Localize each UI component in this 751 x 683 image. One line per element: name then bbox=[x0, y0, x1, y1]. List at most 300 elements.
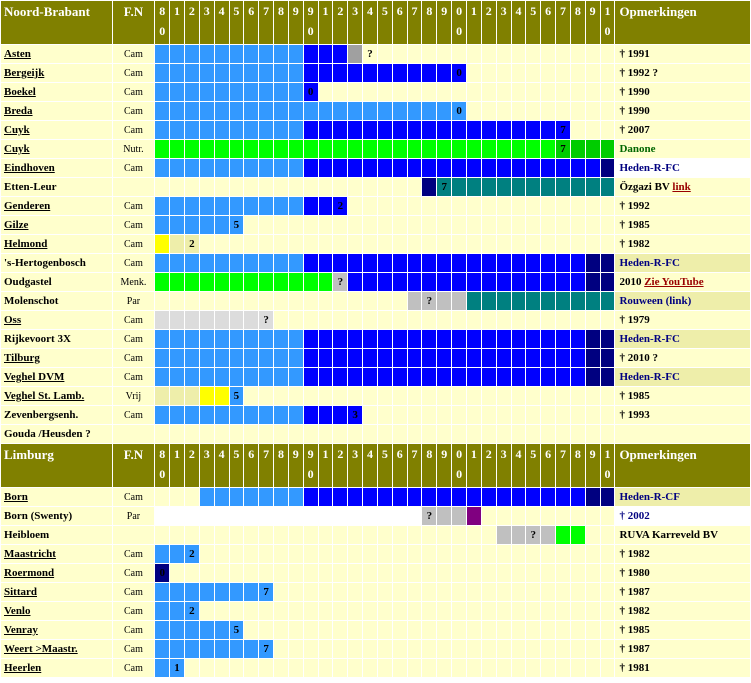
year-header-top: 3 bbox=[352, 4, 359, 18]
year-cell bbox=[259, 330, 273, 348]
year-cell bbox=[378, 659, 392, 677]
year-cell bbox=[422, 602, 436, 620]
year-cell bbox=[259, 526, 273, 544]
year-cell bbox=[571, 406, 585, 424]
year-cell bbox=[556, 640, 570, 658]
year-header-top: 5 bbox=[233, 4, 240, 18]
remarks-text: † 1980 bbox=[619, 567, 650, 579]
year-cell bbox=[586, 602, 600, 620]
year-cell bbox=[274, 621, 288, 639]
year-cell bbox=[215, 140, 229, 158]
year-cell bbox=[601, 583, 615, 601]
year-cell bbox=[437, 368, 451, 386]
year-cell bbox=[541, 507, 555, 525]
year-cell bbox=[571, 526, 585, 544]
year-cell bbox=[155, 488, 169, 506]
fn-cell: Cam bbox=[113, 368, 155, 386]
year-cell bbox=[541, 159, 555, 177]
club-row bbox=[1, 602, 750, 620]
year-cell bbox=[155, 140, 169, 158]
year-cell bbox=[274, 121, 288, 139]
year-cell bbox=[437, 406, 451, 424]
year-cell bbox=[170, 583, 184, 601]
year-cell bbox=[274, 640, 288, 658]
year-header bbox=[541, 1, 555, 44]
year-cell bbox=[319, 425, 333, 443]
year-cell bbox=[452, 45, 466, 63]
year-cell bbox=[422, 64, 436, 82]
year-cell bbox=[482, 507, 496, 525]
year-cell bbox=[422, 45, 436, 63]
club-name-link[interactable]: Sittard bbox=[1, 583, 112, 601]
year-cell bbox=[452, 140, 466, 158]
year-header bbox=[512, 444, 526, 487]
year-header bbox=[541, 444, 555, 487]
club-row bbox=[1, 83, 750, 101]
year-cell bbox=[452, 159, 466, 177]
year-cell bbox=[378, 83, 392, 101]
year-cell bbox=[274, 235, 288, 253]
year-cell: ? bbox=[259, 311, 273, 329]
year-cell bbox=[393, 602, 407, 620]
year-cell bbox=[155, 311, 169, 329]
year-cell bbox=[259, 507, 273, 525]
club-name-link[interactable]: Oss bbox=[1, 311, 112, 329]
year-cell bbox=[601, 406, 615, 424]
year-cell bbox=[289, 583, 303, 601]
year-cell bbox=[526, 159, 540, 177]
remarks-cell bbox=[615, 102, 750, 120]
remarks-cell bbox=[615, 425, 750, 443]
year-cell bbox=[244, 121, 258, 139]
year-cell bbox=[200, 102, 214, 120]
club-name-link[interactable]: Maastricht bbox=[1, 545, 112, 563]
year-cell bbox=[408, 83, 422, 101]
year-cell bbox=[230, 583, 244, 601]
year-cell bbox=[200, 83, 214, 101]
year-cell bbox=[378, 140, 392, 158]
year-cell bbox=[215, 640, 229, 658]
year-header-top: 7 bbox=[263, 447, 270, 461]
year-cell bbox=[274, 102, 288, 120]
club-name-link[interactable]: Heerlen bbox=[1, 659, 112, 677]
year-cell bbox=[333, 583, 347, 601]
year-header-top: 8 bbox=[277, 4, 284, 18]
year-cell bbox=[170, 387, 184, 405]
remarks-cell bbox=[615, 526, 750, 544]
club-row bbox=[1, 507, 750, 525]
year-cell bbox=[601, 349, 615, 367]
year-cell bbox=[363, 545, 377, 563]
year-cell bbox=[497, 102, 511, 120]
year-cell bbox=[556, 387, 570, 405]
fn-cell: Cam bbox=[113, 235, 155, 253]
year-cell bbox=[244, 235, 258, 253]
year-header bbox=[512, 1, 526, 44]
year-cell bbox=[333, 64, 347, 82]
year-cell bbox=[526, 235, 540, 253]
year-cell bbox=[244, 602, 258, 620]
fn-cell: Cam bbox=[113, 197, 155, 215]
year-cell bbox=[259, 159, 273, 177]
year-cell bbox=[244, 140, 258, 158]
club-name-link[interactable]: Cuyk bbox=[1, 121, 112, 139]
year-header bbox=[289, 444, 303, 487]
year-cell bbox=[274, 216, 288, 234]
year-cell bbox=[274, 64, 288, 82]
year-cell bbox=[512, 140, 526, 158]
fn-cell: Cam bbox=[113, 102, 155, 120]
year-cell bbox=[244, 159, 258, 177]
year-cell bbox=[230, 507, 244, 525]
year-cell bbox=[482, 640, 496, 658]
year-cell bbox=[541, 583, 555, 601]
club-name-link[interactable]: Asten bbox=[1, 45, 112, 63]
year-cell bbox=[333, 602, 347, 620]
remarks-column-header: Opmerkingen bbox=[615, 444, 750, 487]
year-cell bbox=[467, 197, 481, 215]
club-name-link[interactable]: Born bbox=[1, 488, 112, 506]
year-cell bbox=[274, 368, 288, 386]
year-cell bbox=[170, 526, 184, 544]
year-cell bbox=[200, 64, 214, 82]
year-cell bbox=[586, 488, 600, 506]
year-cell bbox=[363, 140, 377, 158]
year-cell bbox=[155, 83, 169, 101]
year-cell bbox=[586, 64, 600, 82]
year-cell bbox=[185, 488, 199, 506]
year-cell bbox=[363, 121, 377, 139]
year-cell bbox=[556, 602, 570, 620]
year-cell bbox=[571, 583, 585, 601]
year-cell bbox=[497, 425, 511, 443]
year-cell bbox=[155, 45, 169, 63]
year-header bbox=[497, 444, 511, 487]
year-header-top: 5 bbox=[530, 447, 537, 461]
year-cell bbox=[348, 545, 362, 563]
remarks-text: † 1993 bbox=[619, 409, 650, 421]
year-cell bbox=[155, 330, 169, 348]
remarks-text: Özgazi BV bbox=[619, 181, 673, 193]
club-row bbox=[1, 197, 750, 215]
year-cell bbox=[319, 140, 333, 158]
club-name-link[interactable]: Breda bbox=[1, 102, 112, 120]
remarks-cell bbox=[615, 311, 750, 329]
year-cell bbox=[512, 216, 526, 234]
year-cell bbox=[526, 349, 540, 367]
year-cell bbox=[541, 621, 555, 639]
year-cell bbox=[586, 659, 600, 677]
year-cell bbox=[274, 273, 288, 291]
remarks-text: † 1985 bbox=[619, 624, 650, 636]
year-cell: ? bbox=[363, 45, 377, 63]
year-cell bbox=[601, 640, 615, 658]
year-cell bbox=[200, 602, 214, 620]
year-cell bbox=[200, 330, 214, 348]
year-cell bbox=[155, 583, 169, 601]
year-cell bbox=[526, 216, 540, 234]
year-cell bbox=[467, 488, 481, 506]
club-name: 's-Hertogenbosch bbox=[1, 254, 112, 272]
year-cell bbox=[601, 425, 615, 443]
year-cell bbox=[230, 121, 244, 139]
year-cell bbox=[244, 583, 258, 601]
year-cell bbox=[304, 121, 318, 139]
remarks-text: † 1987 bbox=[619, 586, 650, 598]
year-cell bbox=[482, 564, 496, 582]
year-cell bbox=[586, 640, 600, 658]
year-header bbox=[556, 1, 570, 44]
year-cell bbox=[363, 178, 377, 196]
remarks-cell bbox=[615, 659, 750, 677]
year-cell bbox=[230, 545, 244, 563]
year-cell bbox=[319, 83, 333, 101]
year-header-top: 1 bbox=[604, 447, 611, 461]
year-cell bbox=[556, 425, 570, 443]
year-header bbox=[170, 1, 184, 44]
year-cell bbox=[437, 526, 451, 544]
year-cell bbox=[467, 235, 481, 253]
year-cell: 5 bbox=[230, 621, 244, 639]
year-cell bbox=[170, 159, 184, 177]
year-cell bbox=[422, 102, 436, 120]
year-cell bbox=[467, 564, 481, 582]
year-cell bbox=[319, 659, 333, 677]
year-cell bbox=[437, 425, 451, 443]
remarks-text: Heden-R-CF bbox=[619, 491, 680, 503]
year-cell bbox=[482, 545, 496, 563]
year-cell bbox=[200, 254, 214, 272]
club-name-link[interactable]: Gilze bbox=[1, 216, 112, 234]
club-row bbox=[1, 545, 750, 563]
year-cell bbox=[408, 273, 422, 291]
year-cell bbox=[319, 235, 333, 253]
year-cell bbox=[230, 197, 244, 215]
year-cell bbox=[259, 387, 273, 405]
year-cell bbox=[333, 387, 347, 405]
year-cell bbox=[452, 507, 466, 525]
remarks-link[interactable]: link bbox=[672, 181, 691, 193]
club-row bbox=[1, 292, 750, 310]
year-cell bbox=[601, 197, 615, 215]
year-cell bbox=[571, 602, 585, 620]
remarks-text: † 1985 bbox=[619, 390, 650, 402]
year-cell bbox=[333, 507, 347, 525]
year-cell bbox=[497, 254, 511, 272]
year-cell bbox=[408, 621, 422, 639]
year-cell bbox=[333, 368, 347, 386]
year-cell bbox=[467, 311, 481, 329]
year-cell bbox=[437, 330, 451, 348]
year-cell bbox=[393, 526, 407, 544]
year-cell bbox=[482, 425, 496, 443]
year-cell bbox=[452, 545, 466, 563]
club-name-link[interactable]: Cuyk bbox=[1, 140, 112, 158]
year-cell bbox=[482, 583, 496, 601]
club-name-link[interactable]: Venlo bbox=[1, 602, 112, 620]
year-cell bbox=[482, 330, 496, 348]
year-cell bbox=[200, 349, 214, 367]
year-header bbox=[155, 1, 169, 44]
club-row bbox=[1, 311, 750, 329]
year-header-top: 9 bbox=[441, 447, 448, 461]
year-cell bbox=[556, 64, 570, 82]
year-cell bbox=[526, 583, 540, 601]
year-cell bbox=[586, 254, 600, 272]
year-cell bbox=[259, 425, 273, 443]
year-cell bbox=[556, 526, 570, 544]
year-header-top: 3 bbox=[203, 4, 210, 18]
club-name: Born (Swenty) bbox=[1, 507, 112, 525]
year-cell bbox=[586, 526, 600, 544]
year-cell bbox=[170, 602, 184, 620]
year-cell bbox=[319, 526, 333, 544]
club-name-link[interactable]: Boekel bbox=[1, 83, 112, 101]
club-row bbox=[1, 640, 750, 658]
club-name-link[interactable]: Weert >Maastr. bbox=[1, 640, 112, 658]
year-cell bbox=[437, 121, 451, 139]
year-cell bbox=[482, 83, 496, 101]
year-header bbox=[556, 444, 570, 487]
remarks-link[interactable]: Zie YouTube bbox=[644, 276, 704, 288]
fn-cell: Cam bbox=[113, 121, 155, 139]
year-cell bbox=[482, 102, 496, 120]
year-cell bbox=[422, 640, 436, 658]
year-cell bbox=[185, 197, 199, 215]
year-cell bbox=[244, 64, 258, 82]
year-cell bbox=[408, 254, 422, 272]
year-cell bbox=[556, 311, 570, 329]
year-cell bbox=[215, 159, 229, 177]
year-cell bbox=[289, 621, 303, 639]
year-cell bbox=[230, 178, 244, 196]
year-cell bbox=[526, 178, 540, 196]
year-cell bbox=[378, 507, 392, 525]
year-cell bbox=[348, 64, 362, 82]
year-cell bbox=[526, 273, 540, 291]
year-header bbox=[155, 444, 169, 487]
year-cell bbox=[422, 659, 436, 677]
year-cell bbox=[601, 564, 615, 582]
year-cell bbox=[556, 583, 570, 601]
year-header bbox=[319, 1, 333, 44]
year-cell bbox=[289, 197, 303, 215]
year-cell: 5 bbox=[230, 216, 244, 234]
year-cell bbox=[526, 387, 540, 405]
year-cell bbox=[408, 140, 422, 158]
club-name-link[interactable]: Venray bbox=[1, 621, 112, 639]
year-cell bbox=[393, 564, 407, 582]
year-cell bbox=[348, 45, 362, 63]
year-cell bbox=[437, 564, 451, 582]
year-cell bbox=[512, 602, 526, 620]
year-cell bbox=[155, 659, 169, 677]
year-cell bbox=[571, 640, 585, 658]
year-cell bbox=[200, 273, 214, 291]
year-cell bbox=[319, 45, 333, 63]
year-cell bbox=[482, 197, 496, 215]
year-cell bbox=[408, 564, 422, 582]
year-cell bbox=[333, 254, 347, 272]
year-cell bbox=[259, 349, 273, 367]
remarks-cell bbox=[615, 197, 750, 215]
club-name-link[interactable]: Bergeijk bbox=[1, 64, 112, 82]
club-name-link[interactable]: Tilburg bbox=[1, 349, 112, 367]
year-cell bbox=[378, 121, 392, 139]
year-cell bbox=[422, 311, 436, 329]
year-cell bbox=[185, 83, 199, 101]
year-cell bbox=[408, 507, 422, 525]
club-name-link[interactable]: Veghel DVM bbox=[1, 368, 112, 386]
year-cell bbox=[482, 659, 496, 677]
year-cell bbox=[363, 311, 377, 329]
year-cell bbox=[452, 640, 466, 658]
year-cell bbox=[452, 311, 466, 329]
year-cell bbox=[586, 368, 600, 386]
club-name: Zevenbergsenh. bbox=[1, 406, 112, 424]
year-header-bottom: 0 bbox=[159, 467, 166, 481]
year-cell bbox=[319, 406, 333, 424]
club-name-link[interactable]: Veghel St. Lamb. bbox=[1, 387, 112, 405]
year-cell bbox=[452, 602, 466, 620]
year-cell bbox=[319, 254, 333, 272]
year-header-top: 7 bbox=[559, 447, 566, 461]
year-cell bbox=[393, 292, 407, 310]
year-cell bbox=[215, 368, 229, 386]
year-cell bbox=[378, 640, 392, 658]
year-cell bbox=[244, 273, 258, 291]
year-cell: 2 bbox=[185, 602, 199, 620]
year-cell bbox=[556, 178, 570, 196]
remarks-cell bbox=[615, 159, 750, 177]
year-cell: 5 bbox=[230, 387, 244, 405]
year-cell bbox=[215, 406, 229, 424]
club-name-link[interactable]: Genderen bbox=[1, 197, 112, 215]
year-cell bbox=[601, 659, 615, 677]
year-cell bbox=[586, 216, 600, 234]
year-cell bbox=[304, 564, 318, 582]
region-header-row bbox=[1, 444, 750, 487]
club-name-link[interactable]: Helmond bbox=[1, 235, 112, 253]
club-name-link[interactable]: Roermond bbox=[1, 564, 112, 582]
year-cell bbox=[244, 387, 258, 405]
year-cell bbox=[408, 178, 422, 196]
year-cell bbox=[363, 602, 377, 620]
year-cell bbox=[259, 45, 273, 63]
year-cell bbox=[422, 368, 436, 386]
club-row bbox=[1, 425, 750, 443]
club-row bbox=[1, 159, 750, 177]
club-name-link[interactable]: Eindhoven bbox=[1, 159, 112, 177]
year-cell bbox=[378, 311, 392, 329]
year-cell bbox=[230, 602, 244, 620]
year-header bbox=[170, 444, 184, 487]
year-cell bbox=[467, 292, 481, 310]
year-cell bbox=[467, 545, 481, 563]
club-name: Gouda /Heusden ? bbox=[1, 425, 112, 443]
year-cell bbox=[571, 311, 585, 329]
year-cell bbox=[289, 640, 303, 658]
year-cell bbox=[541, 273, 555, 291]
year-cell bbox=[571, 330, 585, 348]
year-cell bbox=[571, 292, 585, 310]
year-cell bbox=[155, 425, 169, 443]
year-cell bbox=[408, 292, 422, 310]
remarks-text: Heden-R-FC bbox=[619, 371, 680, 383]
year-header bbox=[437, 444, 451, 487]
year-header-top: 9 bbox=[307, 447, 314, 461]
year-header-top: 8 bbox=[159, 4, 166, 18]
